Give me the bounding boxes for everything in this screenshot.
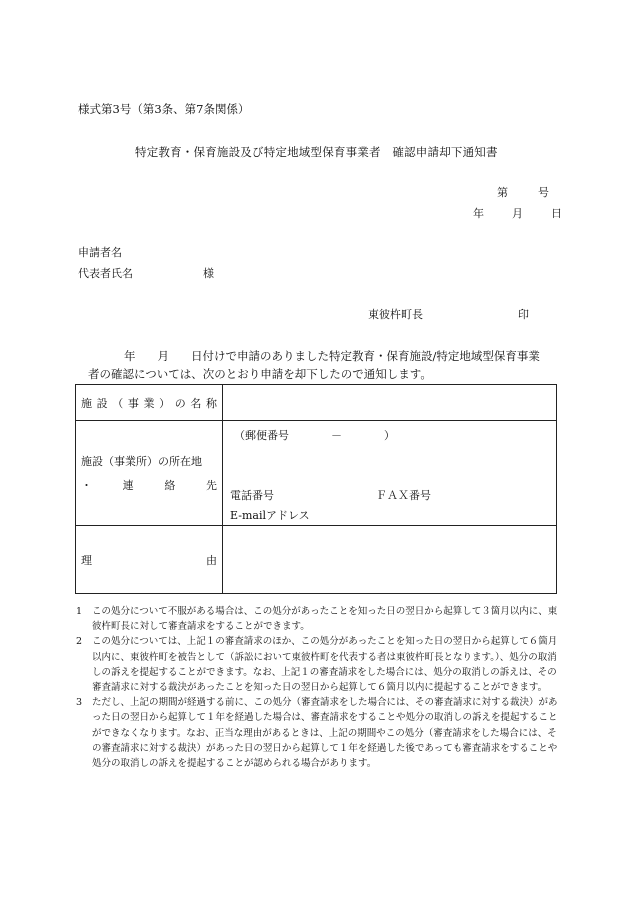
facility-name-value <box>223 385 557 421</box>
note-text: この処分について不服がある場合は、この処分があったことを知った日の翌日から起算して３箇月以内に、東彼杵町長に対して審査請求をすることができます。 <box>92 606 558 633</box>
note-number: 1 <box>76 606 83 617</box>
reference-number <box>497 184 549 200</box>
tel-label: 電話番号 <box>230 489 274 502</box>
notice-body-line1 <box>88 347 568 365</box>
note-item <box>76 695 566 771</box>
postal-code-field <box>234 427 395 443</box>
ref-number-label: 第 <box>497 186 508 199</box>
table-row <box>76 526 557 594</box>
ref-number-suffix: 号 <box>538 186 549 199</box>
date-month: 月 <box>512 207 523 220</box>
issuer-line <box>368 306 529 322</box>
body-year: 年 <box>124 349 136 363</box>
issuer-name: 東彼杵町長 <box>368 308 423 321</box>
postal-open: （郵便番号 <box>234 429 289 442</box>
note-text: ただし、上記の期間が経過する前に、この処分（審査請求をした場合には、その審査請求に対する裁決）があった日の翌日から起算して１年を経過した場合は、審査請求をすることや処分の取消しの訴えを提起することができなくなります。なお、正当な理由があるときは、上記の期間やこの処分（審査請求をした場合には、その審査請求に対する裁決）があった日の翌日から起算して１年を経過した後であっても審査請求をすることや処分の取消しの訴えを提起することが認められる場合があります。 <box>92 697 558 770</box>
reason-label-text: 理 由 <box>81 553 217 567</box>
form-number: 様式第3号（第3条、第7条関係） <box>78 102 250 116</box>
location-label-line1: 施設（事業所）の所在地 <box>81 455 202 468</box>
location-value <box>223 421 557 526</box>
reason-value <box>223 526 557 594</box>
note-item <box>76 604 566 634</box>
date-day: 日 <box>551 207 562 220</box>
note-text: この処分については、上記１の審査請求のほか、この処分があったことを知った日の翌日から起算して６箇月以内に、東彼杵町を被告として（訴訟において東彼杵町を代表する者は東彼杵町長となります。）、処分の取消しの訴えを提起することができます。なお、上記１の審査請求をした場合には、処分の取消しの訴えは、その審査請求に対する裁決があったことを知った日の翌日から起算して６箇月以内に提起することができます。 <box>92 636 558 694</box>
representative-label: 代表者氏名 <box>78 267 133 280</box>
note-number: 2 <box>76 636 83 648</box>
location-label <box>76 421 223 526</box>
note-item <box>76 634 566 695</box>
facility-name-label <box>76 385 223 421</box>
table-row <box>76 421 557 526</box>
body-month: 月 <box>157 349 169 363</box>
postal-close: ） <box>384 429 395 442</box>
table-row <box>76 385 557 421</box>
document-title: 特定教育・保育施設及び特定地域型保育事業者 確認申請却下通知書 <box>135 145 498 159</box>
application-details-table <box>75 384 557 594</box>
representative-line <box>78 265 214 281</box>
notice-body <box>88 347 568 383</box>
note-number: 3 <box>76 697 83 709</box>
body-line1-rest: 日付けで申請のありました特定教育・保育施設/特定地域型保育事業 <box>191 349 540 363</box>
issue-date <box>473 205 562 221</box>
facility-name-label-text: 施 設 （ 事 業 ） の 名 称 <box>81 396 217 410</box>
notes-list <box>76 604 566 771</box>
fax-label: ＦＡＸ番号 <box>376 489 431 502</box>
postal-dash: － <box>331 429 342 442</box>
email-label: E-mailアドレス <box>230 509 310 522</box>
location-label-line2: ・ 連 絡 先 <box>81 479 217 492</box>
date-year: 年 <box>473 207 484 220</box>
notice-body-line2: 者の確認については、次のとおり申請を却下したので通知します。 <box>88 367 432 381</box>
seal-mark: 印 <box>518 308 529 321</box>
reason-label <box>76 526 223 594</box>
applicant-name-label: 申請者名 <box>78 246 122 259</box>
honorific: 様 <box>203 267 214 280</box>
